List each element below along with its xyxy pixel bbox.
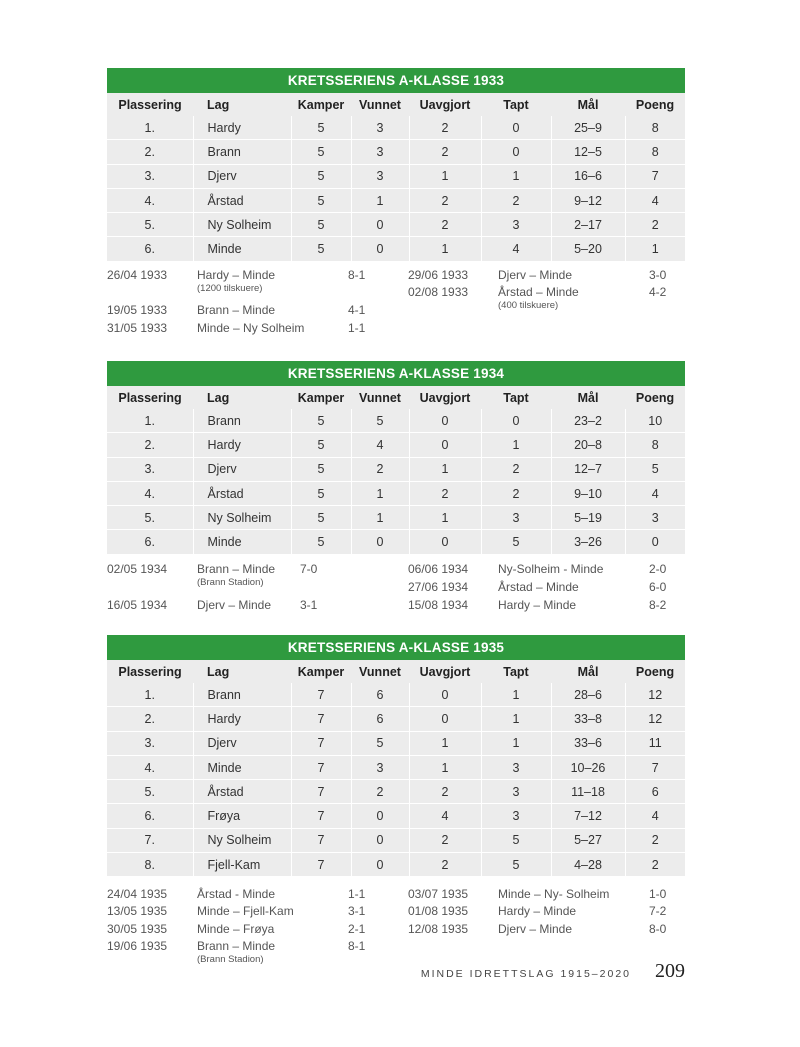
table-row [107, 433, 685, 457]
cell: 5 [481, 853, 551, 877]
result-score: 8-1 [348, 267, 366, 282]
cell: 3. [107, 164, 193, 188]
result-match: Brann – Minde [197, 302, 276, 317]
cell: 8 [625, 116, 685, 140]
match-results [107, 877, 685, 966]
result-match [197, 562, 275, 588]
result-date: 16/05 1934 [107, 597, 168, 612]
cell: 0 [409, 707, 481, 731]
cell: 1 [481, 707, 551, 731]
cell: 0 [351, 828, 409, 852]
cell: 5 [291, 237, 351, 261]
cell: 2 [481, 481, 551, 505]
result-match: Årstad – Minde [498, 579, 579, 594]
match-note: (Brann Stadion) [197, 954, 264, 966]
standings-table [107, 660, 685, 877]
cell: 28–6 [551, 683, 625, 707]
result-score: 6-0 [649, 579, 667, 594]
col-header: Uavgjort [409, 660, 481, 683]
result-match: Hardy – Minde [498, 904, 577, 919]
cell: 1 [625, 237, 685, 261]
cell: 2 [481, 457, 551, 481]
cell: Frøya [193, 804, 291, 828]
cell: 4. [107, 188, 193, 212]
cell: 3 [625, 506, 685, 530]
cell: 7–12 [551, 804, 625, 828]
cell: 2 [409, 213, 481, 237]
cell: 0 [409, 530, 481, 554]
cell: 1 [351, 506, 409, 530]
col-header: Lag [193, 660, 291, 683]
cell: 7 [291, 828, 351, 852]
cell: Djerv [193, 457, 291, 481]
col-header: Vunnet [351, 386, 409, 409]
result-score: 2-1 [348, 922, 366, 937]
col-header: Poeng [625, 386, 685, 409]
cell: 7 [291, 755, 351, 779]
result-score: 1-0 [649, 887, 667, 902]
cell: 4. [107, 755, 193, 779]
cell: Minde [193, 530, 291, 554]
result-match: Minde – Frøya [197, 922, 275, 937]
cell: 5 [351, 731, 409, 755]
cell: 1. [107, 116, 193, 140]
result-date: 27/06 1934 [408, 579, 469, 594]
cell: 9–12 [551, 188, 625, 212]
cell: 1 [481, 683, 551, 707]
cell: 4 [625, 481, 685, 505]
col-header: Kamper [291, 93, 351, 116]
table-row [107, 683, 685, 707]
match-teams: Brann – Minde [197, 561, 276, 576]
cell: 3 [481, 780, 551, 804]
cell: 0 [481, 140, 551, 164]
match-results [107, 555, 685, 615]
cell: 1. [107, 409, 193, 433]
cell: 5 [291, 164, 351, 188]
table-row [107, 780, 685, 804]
cell: 2 [409, 116, 481, 140]
cell: Hardy [193, 707, 291, 731]
col-header: Vunnet [351, 93, 409, 116]
cell: 5 [291, 530, 351, 554]
header-row [107, 93, 685, 116]
cell: 5 [291, 433, 351, 457]
cell: 7 [291, 780, 351, 804]
cell: Djerv [193, 164, 291, 188]
result-date: 13/05 1935 [107, 904, 168, 919]
cell: 5 [291, 481, 351, 505]
result-date: 02/08 1933 [408, 284, 469, 299]
cell: 6 [351, 683, 409, 707]
cell: 20–8 [551, 433, 625, 457]
result-score: 7-0 [300, 561, 318, 576]
result-date: 29/06 1933 [408, 267, 469, 282]
cell: 2 [409, 188, 481, 212]
cell: 3–26 [551, 530, 625, 554]
cell: 7 [291, 731, 351, 755]
cell: 1 [409, 237, 481, 261]
result-match: Minde – Ny Solheim [197, 320, 305, 335]
cell: Fjell-Kam [193, 853, 291, 877]
cell: 12–5 [551, 140, 625, 164]
league-table-1933 [107, 68, 685, 337]
table-row [107, 530, 685, 554]
cell: 0 [351, 213, 409, 237]
col-header: Kamper [291, 386, 351, 409]
result-match: Ny-Solheim - Minde [498, 561, 604, 576]
cell: 10–26 [551, 755, 625, 779]
cell: 7 [625, 164, 685, 188]
cell: 1 [481, 731, 551, 755]
cell: 4–28 [551, 853, 625, 877]
match-results [107, 262, 685, 337]
result-date: 31/05 1933 [107, 320, 168, 335]
col-header: Poeng [625, 93, 685, 116]
cell: Årstad [193, 780, 291, 804]
cell: 8 [625, 433, 685, 457]
cell: 7. [107, 828, 193, 852]
cell: 4. [107, 481, 193, 505]
cell: 5 [625, 457, 685, 481]
cell: 0 [481, 409, 551, 433]
cell: 25–9 [551, 116, 625, 140]
result-date: 19/05 1933 [107, 302, 168, 317]
cell: 12 [625, 683, 685, 707]
result-score: 3-1 [300, 597, 318, 612]
table-row [107, 188, 685, 212]
cell: 3. [107, 731, 193, 755]
match-teams: Hardy – Minde [197, 267, 276, 282]
cell: 2. [107, 140, 193, 164]
result-date: 02/05 1934 [107, 561, 168, 576]
cell: 7 [291, 853, 351, 877]
result-score: 2-0 [649, 561, 667, 576]
cell: 2 [409, 828, 481, 852]
result-match: Hardy – Minde [498, 597, 577, 612]
cell: Ny Solheim [193, 506, 291, 530]
table-row [107, 409, 685, 433]
cell: 6. [107, 530, 193, 554]
col-header: Mål [551, 660, 625, 683]
col-header: Plassering [107, 386, 193, 409]
result-date: 15/08 1934 [408, 597, 469, 612]
cell: 3 [481, 213, 551, 237]
col-header: Vunnet [351, 660, 409, 683]
table-row [107, 707, 685, 731]
result-score: 8-2 [649, 597, 667, 612]
cell: 8. [107, 853, 193, 877]
result-score: 3-1 [348, 904, 366, 919]
cell: 2 [351, 780, 409, 804]
col-header: Kamper [291, 660, 351, 683]
col-header: Mål [551, 93, 625, 116]
league-table-1934 [107, 361, 685, 615]
cell: 1 [481, 433, 551, 457]
col-header: Mål [551, 386, 625, 409]
cell: 2 [409, 853, 481, 877]
col-header: Plassering [107, 660, 193, 683]
cell: Ny Solheim [193, 213, 291, 237]
cell: 7 [291, 683, 351, 707]
result-match: Djerv – Minde [498, 922, 573, 937]
result-date: 26/04 1933 [107, 267, 168, 282]
cell: 0 [409, 433, 481, 457]
cell: 5 [291, 116, 351, 140]
result-match: Djerv – Minde [498, 267, 573, 282]
table-row [107, 116, 685, 140]
cell: 2. [107, 707, 193, 731]
cell: 0 [481, 116, 551, 140]
result-score: 7-2 [649, 904, 667, 919]
cell: 2 [625, 828, 685, 852]
match-note: (1200 tilskuere) [197, 282, 263, 294]
result-score: 4-2 [649, 284, 667, 299]
result-date: 30/05 1935 [107, 922, 168, 937]
table-row [107, 237, 685, 261]
table-title: KRETSSERIENS A-KLASSE 1933 [107, 68, 685, 93]
col-header: Poeng [625, 660, 685, 683]
result-date: 03/07 1935 [408, 887, 469, 902]
result-match [498, 285, 579, 311]
col-header: Plassering [107, 93, 193, 116]
cell: 2–17 [551, 213, 625, 237]
cell: 3 [351, 140, 409, 164]
col-header: Tapt [481, 660, 551, 683]
cell: 3 [481, 804, 551, 828]
table-row [107, 213, 685, 237]
cell: 2 [409, 481, 481, 505]
cell: 11–18 [551, 780, 625, 804]
cell: 4 [409, 804, 481, 828]
cell: 5 [291, 213, 351, 237]
cell: 7 [625, 755, 685, 779]
cell: 3 [481, 755, 551, 779]
cell: 8 [625, 140, 685, 164]
cell: Djerv [193, 731, 291, 755]
cell: 5 [481, 828, 551, 852]
cell: 16–6 [551, 164, 625, 188]
result-date: 19/06 1935 [107, 939, 168, 954]
cell: 2 [625, 213, 685, 237]
result-match [197, 268, 275, 294]
cell: 2 [625, 853, 685, 877]
table-row [107, 457, 685, 481]
cell: 0 [351, 853, 409, 877]
match-note: (Brann Stadion) [197, 576, 264, 588]
result-score: 8-0 [649, 922, 667, 937]
col-header: Uavgjort [409, 93, 481, 116]
cell: 7 [291, 804, 351, 828]
cell: 0 [409, 683, 481, 707]
col-header: Lag [193, 386, 291, 409]
cell: 5 [291, 409, 351, 433]
cell: 5 [291, 506, 351, 530]
cell: 1 [409, 755, 481, 779]
result-date: 12/08 1935 [408, 922, 469, 937]
cell: 4 [481, 237, 551, 261]
header-row [107, 660, 685, 683]
table-row [107, 140, 685, 164]
result-match [197, 939, 275, 965]
league-table-1935 [107, 635, 685, 966]
header-row [107, 386, 685, 409]
match-note: (400 tilskuere) [498, 299, 559, 311]
cell: 0 [625, 530, 685, 554]
cell: 2 [481, 188, 551, 212]
cell: Minde [193, 237, 291, 261]
cell: 33–6 [551, 731, 625, 755]
cell: 5 [351, 409, 409, 433]
cell: 1 [481, 164, 551, 188]
cell: Minde [193, 755, 291, 779]
table-row [107, 506, 685, 530]
cell: 9–10 [551, 481, 625, 505]
result-score: 8-1 [348, 939, 366, 954]
result-match: Djerv – Minde [197, 597, 272, 612]
cell: 6. [107, 237, 193, 261]
cell: 23–2 [551, 409, 625, 433]
standings-table [107, 386, 685, 555]
table-row [107, 828, 685, 852]
cell: Hardy [193, 433, 291, 457]
cell: Brann [193, 140, 291, 164]
cell: 5 [291, 140, 351, 164]
cell: 5–20 [551, 237, 625, 261]
cell: 6 [625, 780, 685, 804]
result-match: Årstad - Minde [197, 887, 276, 902]
cell: 2. [107, 433, 193, 457]
table-title: KRETSSERIENS A-KLASSE 1934 [107, 361, 685, 386]
table-title: KRETSSERIENS A-KLASSE 1935 [107, 635, 685, 660]
cell: Årstad [193, 481, 291, 505]
page-footer [420, 960, 685, 988]
result-date: 24/04 1935 [107, 887, 168, 902]
cell: 1. [107, 683, 193, 707]
cell: 12–7 [551, 457, 625, 481]
result-score: 3-0 [649, 267, 667, 282]
result-match: Minde – Ny- Solheim [498, 887, 610, 902]
cell: 5 [481, 530, 551, 554]
cell: 5–27 [551, 828, 625, 852]
cell: 1 [409, 457, 481, 481]
col-header: Lag [193, 93, 291, 116]
cell: 6 [351, 707, 409, 731]
cell: Ny Solheim [193, 828, 291, 852]
cell: Brann [193, 683, 291, 707]
cell: 7 [291, 707, 351, 731]
match-teams: Brann – Minde [197, 939, 276, 954]
result-score: 1-1 [348, 887, 366, 902]
cell: 33–8 [551, 707, 625, 731]
table-row [107, 731, 685, 755]
result-date: 06/06 1934 [408, 561, 469, 576]
cell: Årstad [193, 188, 291, 212]
cell: Brann [193, 409, 291, 433]
result-score: 1-1 [348, 320, 366, 335]
footer-org: MINDE IDRETTSLAG 1915–2020 [420, 968, 631, 980]
cell: 3 [351, 755, 409, 779]
cell: 12 [625, 707, 685, 731]
cell: 5. [107, 506, 193, 530]
cell: 4 [351, 433, 409, 457]
cell: 11 [625, 731, 685, 755]
cell: 1 [351, 481, 409, 505]
cell: 2 [409, 780, 481, 804]
standings-table [107, 93, 685, 262]
cell: 4 [625, 188, 685, 212]
table-row [107, 804, 685, 828]
cell: 1 [351, 188, 409, 212]
cell: 3. [107, 457, 193, 481]
match-teams: Årstad – Minde [498, 284, 579, 299]
cell: 5. [107, 213, 193, 237]
cell: 10 [625, 409, 685, 433]
result-score: 4-1 [348, 302, 366, 317]
cell: 5. [107, 780, 193, 804]
col-header: Uavgjort [409, 386, 481, 409]
cell: 5–19 [551, 506, 625, 530]
cell: 6. [107, 804, 193, 828]
cell: 1 [409, 506, 481, 530]
col-header: Tapt [481, 386, 551, 409]
cell: 3 [351, 116, 409, 140]
table-row [107, 853, 685, 877]
cell: 0 [351, 530, 409, 554]
cell: 0 [351, 804, 409, 828]
result-date: 01/08 1935 [408, 904, 469, 919]
cell: 5 [291, 457, 351, 481]
table-row [107, 755, 685, 779]
cell: 0 [351, 237, 409, 261]
result-match: Minde – Fjell-Kam [197, 904, 294, 919]
table-row [107, 481, 685, 505]
cell: 3 [351, 164, 409, 188]
page-number: 209 [655, 960, 685, 982]
cell: 1 [409, 164, 481, 188]
cell: 1 [409, 731, 481, 755]
cell: Hardy [193, 116, 291, 140]
cell: 3 [481, 506, 551, 530]
cell: 5 [291, 188, 351, 212]
cell: 2 [409, 140, 481, 164]
cell: 0 [409, 409, 481, 433]
cell: 2 [351, 457, 409, 481]
table-row [107, 164, 685, 188]
cell: 4 [625, 804, 685, 828]
col-header: Tapt [481, 93, 551, 116]
